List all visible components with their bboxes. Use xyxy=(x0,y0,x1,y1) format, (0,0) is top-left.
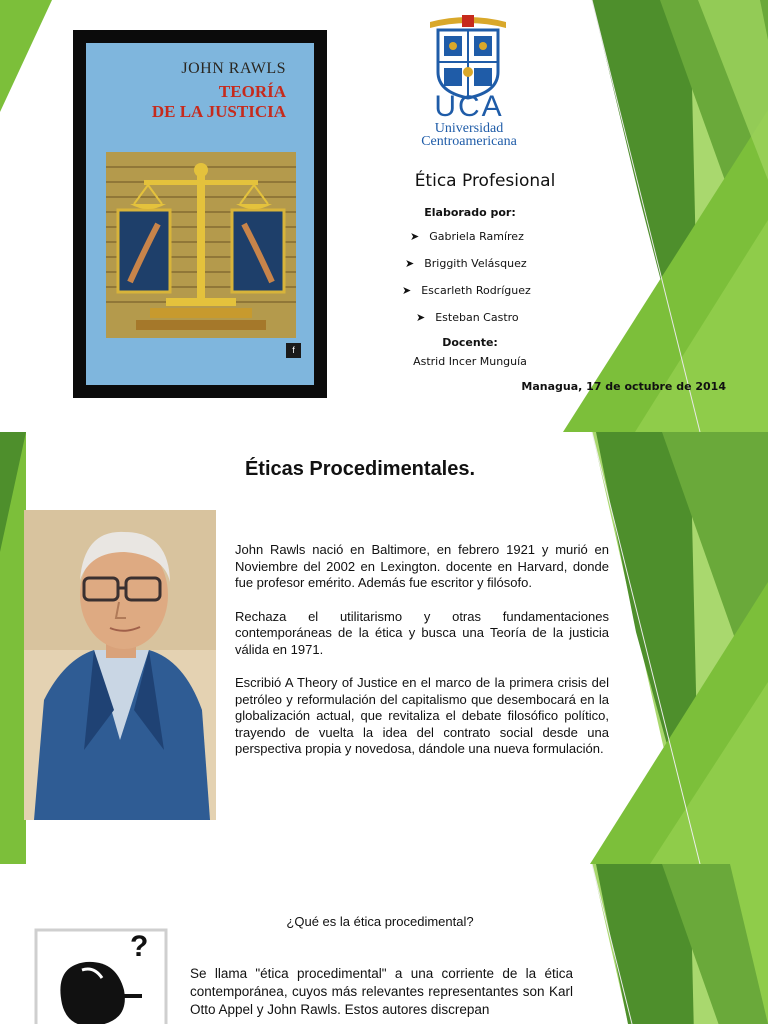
thinking-figure-illustration xyxy=(34,926,174,1024)
arrow-bullet-icon: ➤ xyxy=(405,257,415,270)
paragraph: Escribió A Theory of Justice en el marco de la primera crisis del petróleo y reformulación del capitalismo que desembocará en la globalización actual, que revitaliza el debate filosófico político, trayendo de vuelta la idea del contrato social desde una perspectiva propia y novedosa, dándole una nueva formulación. xyxy=(235,675,609,756)
definition-text: Se llama "ética procedimental" a una corriente de la ética contemporánea, cuyos más relevantes representantes son Karl Otto Appel y John Rawls. Estos autores discrepan xyxy=(190,966,573,1017)
teacher-label: Docente: xyxy=(442,336,498,349)
slide-what-is-procedural-ethics xyxy=(0,864,768,1024)
book-author: JOHN RAWLS xyxy=(181,60,286,77)
slide-title xyxy=(0,0,768,432)
publisher-logo: f xyxy=(286,343,301,358)
presentation-date: Managua, 17 de octubre de 2014 xyxy=(521,380,726,393)
slide-title: Éticas Procedimentales. xyxy=(244,458,476,480)
member-item xyxy=(402,284,531,297)
member-item xyxy=(416,311,519,324)
arrow-bullet-icon: ➤ xyxy=(410,230,420,243)
member-name: Escarleth Rodríguez xyxy=(421,284,531,297)
question-heading: ¿Qué es la ética procedimental? xyxy=(286,914,474,929)
arrow-bullet-icon: ➤ xyxy=(402,284,412,297)
john-rawls-portrait xyxy=(24,510,216,820)
book-title xyxy=(96,82,286,122)
slide-procedural-ethics xyxy=(0,432,768,864)
university-name xyxy=(394,122,544,148)
paragraph: Rechaza el utilitarismo y otras fundamentaciones contemporáneas de la ética y busca una Teoría de la justicia válida en 1971. xyxy=(235,608,609,657)
member-name: Briggith Velásquez xyxy=(424,257,527,270)
member-name: Gabriela Ramírez xyxy=(429,230,524,243)
member-item xyxy=(410,230,524,243)
book-title-line1: TEORÍA xyxy=(218,82,286,101)
member-name: Esteban Castro xyxy=(435,311,519,324)
book-title-line2: DE LA JUSTICIA xyxy=(151,102,286,121)
teacher-name: Astrid Incer Munguía xyxy=(413,355,527,368)
uca-acronym: UCA xyxy=(434,90,504,123)
arrow-bullet-icon: ➤ xyxy=(416,311,426,324)
elaborated-by-label: Elaborado por: xyxy=(424,206,516,219)
member-item xyxy=(405,257,527,270)
scales-of-justice-illustration xyxy=(106,152,296,338)
university-name-line1: Universidad xyxy=(434,121,504,136)
course-title: Ética Profesional xyxy=(414,171,556,191)
biography-text xyxy=(235,542,609,775)
svg-text:?: ? xyxy=(130,930,149,963)
university-name-line2: Centroamericana xyxy=(421,134,517,149)
paragraph: John Rawls nació en Baltimore, en febrero 1921 y murió en Noviembre del 2002 en Lexington. docente en Harvard, donde fue profesor emérito. Además fue escritor y filósofo. xyxy=(235,542,609,590)
uca-crest-logo xyxy=(426,14,510,100)
